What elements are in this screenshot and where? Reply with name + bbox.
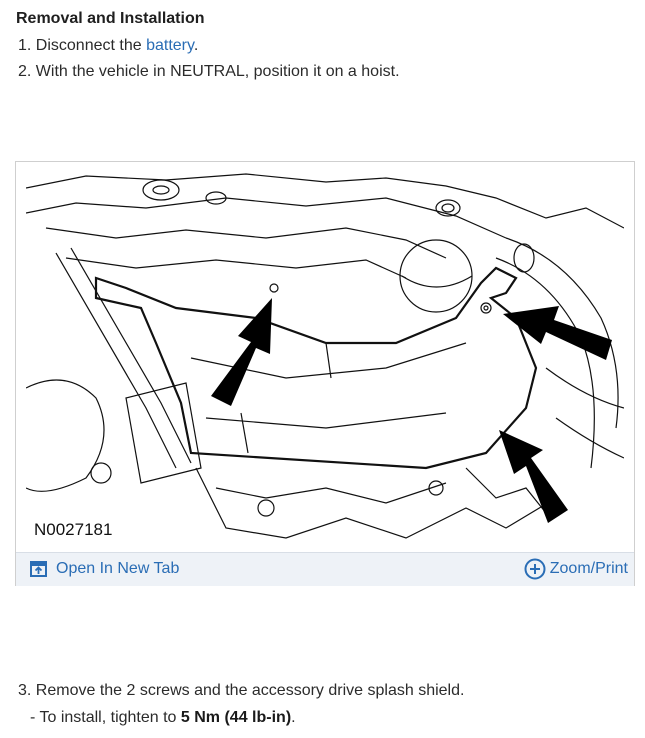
zoom-print-button[interactable] xyxy=(524,558,628,580)
open-in-new-tab-label: Open In New Tab xyxy=(56,560,180,577)
torque-spec: 5 Nm (44 lb-in) xyxy=(180,709,292,726)
battery-link[interactable]: battery xyxy=(146,37,194,54)
step-1-number: 1. xyxy=(18,37,32,54)
step-2-number: 2. xyxy=(18,63,32,80)
zoom-plus-icon xyxy=(524,558,546,580)
step-1-after: . xyxy=(193,37,199,54)
step-2-text: With the vehicle in NEUTRAL, position it on a hoist. xyxy=(35,63,400,80)
step-3 xyxy=(18,682,464,700)
step-1-text: Disconnect the xyxy=(35,37,147,54)
install-note-prefix: - To install, tighten to xyxy=(30,709,181,726)
step-3-text: Remove the 2 screws and the accessory drive splash shield. xyxy=(35,682,465,699)
section-heading: Removal and Installation xyxy=(16,10,205,27)
install-note xyxy=(30,709,296,727)
install-note-suffix: . xyxy=(291,709,296,726)
step-2 xyxy=(18,63,400,81)
step-3-number: 3. xyxy=(18,682,32,699)
zoom-print-label: Zoom/Print xyxy=(549,560,628,577)
splash-shield-illustration xyxy=(26,168,624,548)
open-in-new-tab-button[interactable] xyxy=(30,560,179,578)
open-in-new-tab-icon xyxy=(30,561,47,577)
step-1 xyxy=(18,37,198,55)
figure-id-label: N0027181 xyxy=(34,520,113,539)
figure-toolbar xyxy=(16,552,634,586)
figure-panel xyxy=(15,161,635,586)
